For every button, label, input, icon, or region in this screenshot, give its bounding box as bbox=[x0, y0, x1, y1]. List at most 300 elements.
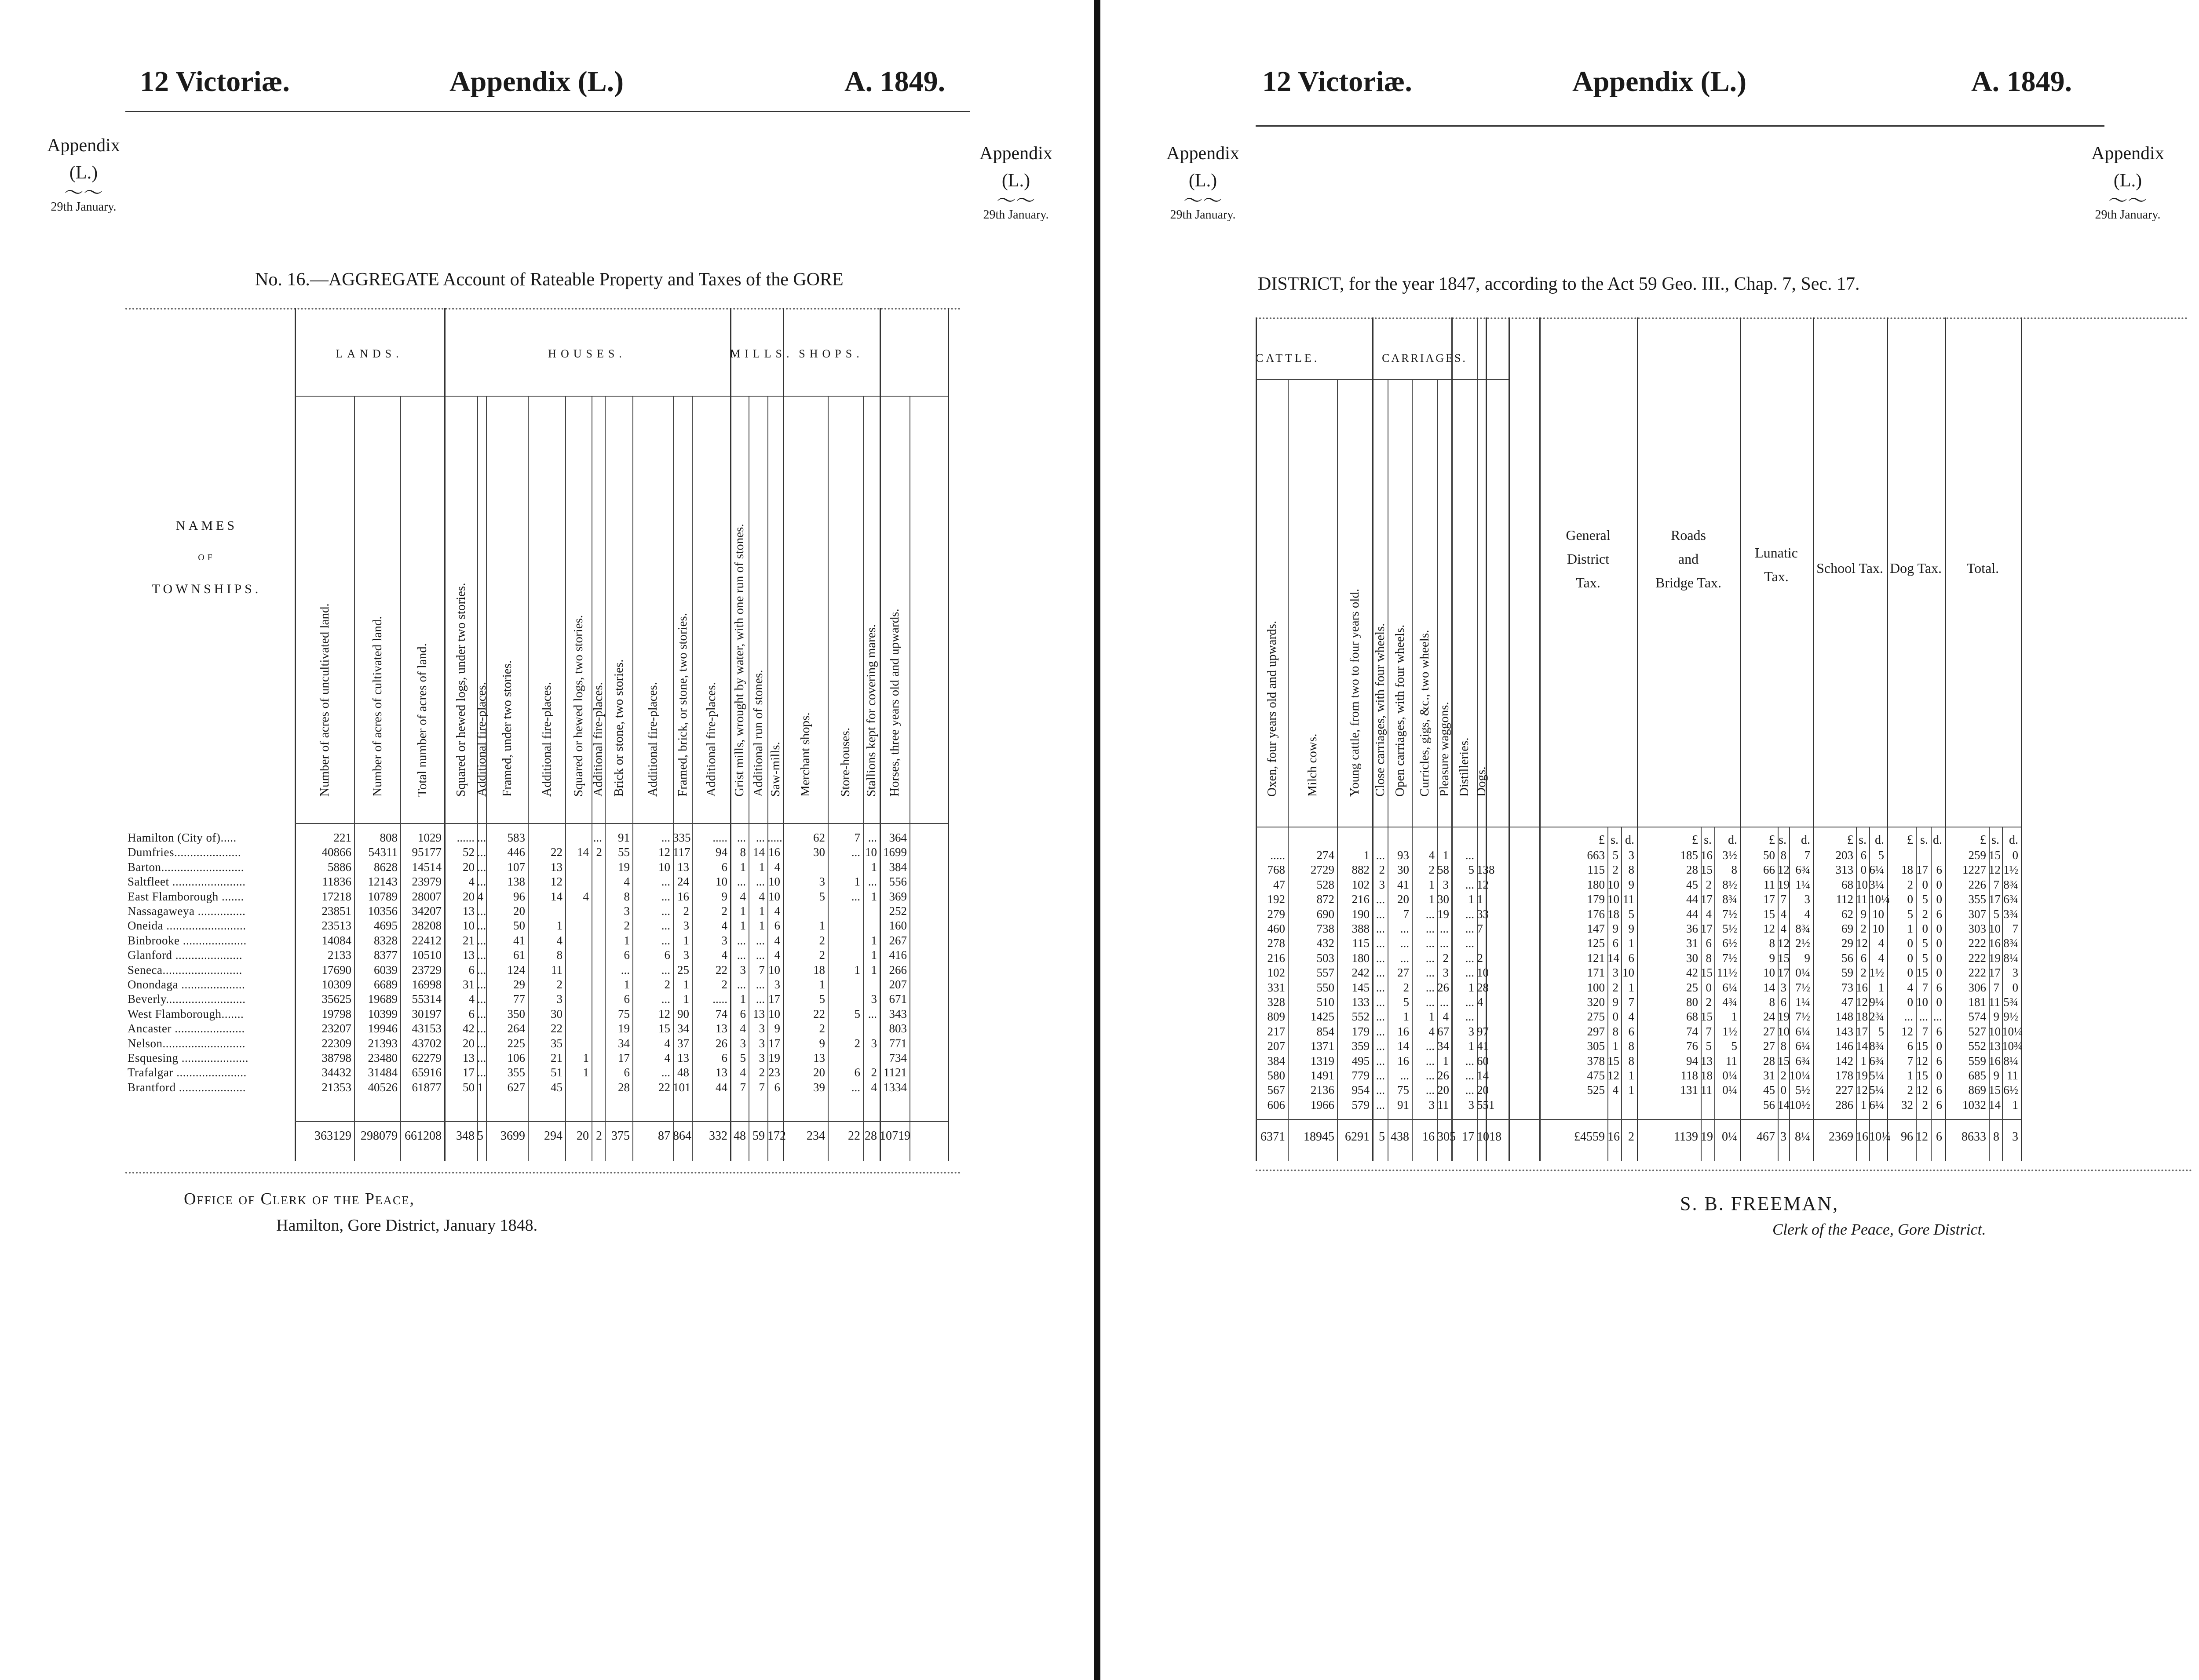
tax-cell: 5 bbox=[1731, 1039, 1737, 1053]
unit-label: d. bbox=[1801, 833, 1810, 847]
table-cell: 803 bbox=[889, 1022, 907, 1035]
table-cell: ... bbox=[1425, 995, 1435, 1009]
tax-cell: 4 bbox=[1907, 980, 1913, 994]
tax-header-line: Bridge Tax. bbox=[1655, 575, 1722, 590]
table-cell: 8628 bbox=[374, 860, 398, 874]
tax-cell: 4 bbox=[1878, 937, 1884, 950]
table-row bbox=[1104, 1069, 2071, 1084]
table-cell: 91 bbox=[618, 831, 630, 844]
table-cell: 26 bbox=[716, 1036, 727, 1050]
column-header: Additional fire-places. bbox=[591, 682, 605, 797]
total-cell: 28 bbox=[865, 1129, 877, 1143]
table-cell: ... bbox=[1439, 995, 1449, 1009]
table-cell: 2 bbox=[819, 948, 825, 962]
table-cell: 416 bbox=[889, 948, 907, 962]
margin-sub: (L.) bbox=[1188, 171, 1217, 191]
table-cell: 355 bbox=[507, 1066, 525, 1079]
tax-cell: 3¾ bbox=[2003, 907, 2018, 921]
column-header: Close carriages, with four wheels. bbox=[1373, 623, 1387, 797]
table-cell: 4 bbox=[468, 875, 475, 889]
table-cell: 216 bbox=[1267, 951, 1285, 965]
table-cell: 8 bbox=[624, 889, 630, 903]
table-cell: 30 bbox=[551, 1007, 563, 1020]
table-cell: 954 bbox=[1352, 1083, 1370, 1097]
column-header: Milch cows. bbox=[1305, 733, 1319, 797]
group-carriages: CARRIAGES. bbox=[1382, 352, 1467, 364]
tax-header-line: Tax. bbox=[1576, 575, 1600, 590]
tax-cell: 6 bbox=[1860, 951, 1867, 965]
total-cell: 172 bbox=[767, 1129, 786, 1143]
table-cell: 2136 bbox=[1311, 1083, 1334, 1097]
tax-cell: 115 bbox=[1587, 863, 1605, 877]
table-cell: 2 bbox=[759, 1066, 765, 1079]
table-cell: ... bbox=[1376, 1098, 1385, 1111]
table-cell: ... bbox=[477, 992, 486, 1006]
table-cell: 343 bbox=[889, 1007, 907, 1020]
tax-cell: 16 bbox=[1701, 849, 1713, 862]
table-cell: 221 bbox=[333, 831, 351, 844]
table-cell: 3 bbox=[871, 1036, 877, 1050]
table-cell: 22 bbox=[716, 963, 727, 977]
tax-cell: 9 bbox=[1804, 951, 1810, 965]
table-cell: 17 bbox=[618, 1051, 630, 1064]
table-cell: 1 bbox=[871, 963, 877, 977]
tax-cell: 17 bbox=[1701, 922, 1713, 935]
table-cell: 1 bbox=[583, 1051, 589, 1064]
total-cell: 6371 bbox=[1260, 1130, 1285, 1144]
unit-label: £ bbox=[1847, 833, 1853, 847]
signature-name: S. B. FREEMAN, bbox=[1680, 1193, 1839, 1214]
township-name: Nelson.......................... bbox=[128, 1036, 245, 1050]
tax-cell: 15 bbox=[1916, 1069, 1928, 1082]
table-cell: 62279 bbox=[412, 1051, 442, 1064]
tax-cell: 6¼ bbox=[1795, 1039, 1810, 1053]
unit-label: £ bbox=[1907, 833, 1913, 847]
table-cell: ... bbox=[1376, 1054, 1385, 1068]
township-name: Trafalgar ...................... bbox=[128, 1066, 247, 1079]
table-cell: 2729 bbox=[1311, 863, 1334, 877]
tax-cell: 5 bbox=[1612, 849, 1618, 862]
table-cell: 5 bbox=[819, 992, 825, 1006]
table-cell: 48 bbox=[677, 1066, 689, 1079]
table-row bbox=[0, 1037, 968, 1052]
tax-cell: 27 bbox=[1763, 1024, 1775, 1038]
table-row bbox=[1104, 951, 2071, 966]
table-cell: 6039 bbox=[374, 963, 398, 977]
tax-cell: 44 bbox=[1686, 893, 1698, 906]
tax-cell: 303 bbox=[1968, 922, 1986, 935]
table-cell: 495 bbox=[1352, 1054, 1370, 1068]
table-cell: 61 bbox=[513, 948, 525, 962]
table-cell: 10 bbox=[463, 919, 475, 933]
table-cell: 23207 bbox=[321, 1022, 351, 1035]
table-cell: 28 bbox=[1477, 980, 1489, 994]
table-cell: 738 bbox=[1316, 922, 1334, 935]
names-of-townships-header bbox=[136, 510, 277, 605]
tax-cell: 306 bbox=[1968, 980, 1986, 994]
table-cell: ... bbox=[1376, 907, 1385, 921]
table-cell: ... bbox=[737, 978, 746, 991]
table-cell: 12143 bbox=[368, 875, 398, 889]
tax-cell: 3¼ bbox=[1869, 878, 1884, 891]
tax-cell: 12 bbox=[1778, 937, 1790, 950]
table-cell: 43153 bbox=[412, 1022, 442, 1035]
tax-cell: 8 bbox=[1628, 1054, 1634, 1068]
tax-cell: 3 bbox=[2012, 966, 2018, 980]
table-cell: 33 bbox=[1477, 907, 1489, 921]
tax-cell: 5 bbox=[1922, 951, 1928, 965]
table-cell: 106 bbox=[507, 1051, 525, 1064]
tax-cell: 6¾ bbox=[1795, 863, 1810, 877]
tax-cell: 313 bbox=[1835, 863, 1853, 877]
tax-cell: 0 bbox=[1706, 980, 1712, 994]
table-cell: 557 bbox=[1316, 966, 1334, 980]
column-header: Framed, brick, or stone, two stories. bbox=[675, 612, 690, 797]
table-cell: ... bbox=[1465, 878, 1474, 891]
table-cell: 60 bbox=[1477, 1054, 1489, 1068]
table-cell: 1371 bbox=[1311, 1039, 1334, 1053]
table-cell: 50 bbox=[513, 919, 525, 933]
column-header: Additional fire-places. bbox=[475, 682, 489, 797]
tax-cell: 5 bbox=[1993, 907, 1999, 921]
tax-cell: 1 bbox=[1628, 937, 1634, 950]
table-cell: ... bbox=[1376, 849, 1385, 862]
table-cell: 1 bbox=[1468, 1039, 1474, 1053]
tax-cell: 3 bbox=[1612, 966, 1618, 980]
table-cell: 1 bbox=[740, 904, 746, 918]
total-cell: 1139 bbox=[1674, 1130, 1698, 1144]
table-cell: 14 bbox=[551, 889, 563, 903]
table-cell: 12 bbox=[1477, 878, 1489, 891]
table-cell: ... bbox=[1376, 966, 1385, 980]
table-cell: 1 bbox=[871, 933, 877, 947]
tax-cell: 2¾ bbox=[1869, 1010, 1884, 1024]
table-cell: 3 bbox=[1379, 878, 1385, 891]
tax-header bbox=[1637, 523, 1740, 594]
table-cell: 17 bbox=[768, 1036, 780, 1050]
table-cell: 160 bbox=[889, 919, 907, 933]
tax-cell: 7 bbox=[1993, 980, 1999, 994]
tax-cell: 7½ bbox=[1722, 907, 1737, 921]
tax-cell: 12 bbox=[1856, 995, 1868, 1009]
unit-label: d. bbox=[1625, 833, 1634, 847]
table-row bbox=[1104, 1083, 2071, 1098]
group-houses: HOUSES. bbox=[548, 347, 626, 360]
tax-cell: 45 bbox=[1763, 1083, 1775, 1097]
table-cell: ... bbox=[756, 992, 765, 1006]
total-cell: 10¼ bbox=[1869, 1130, 1891, 1144]
tax-cell: 0 bbox=[1936, 951, 1942, 965]
column-header: Open carriages, with four wheels. bbox=[1392, 624, 1407, 797]
tax-cell: 142 bbox=[1835, 1054, 1853, 1068]
tax-cell: 2 bbox=[1922, 1098, 1928, 1111]
tax-cell: 0¼ bbox=[1795, 966, 1810, 980]
tax-cell: 12 bbox=[1916, 1054, 1928, 1068]
tax-cell: 6 bbox=[1907, 1039, 1913, 1053]
table-row bbox=[1104, 1098, 2071, 1113]
margin-flourish: 〜〜 bbox=[997, 190, 1035, 211]
total-cell: 8 bbox=[1993, 1130, 1999, 1144]
tax-cell: 18 bbox=[1856, 1010, 1868, 1024]
table-cell: 4 bbox=[583, 889, 589, 903]
table-cell: 690 bbox=[1316, 907, 1334, 921]
tax-cell: 1½ bbox=[1722, 1024, 1737, 1038]
tax-cell: 0 bbox=[1936, 878, 1942, 891]
tax-cell: 5 bbox=[1878, 1024, 1884, 1038]
table-cell: ... bbox=[1425, 980, 1435, 994]
tax-cell: 0 bbox=[1922, 922, 1928, 935]
unit-label: s. bbox=[1779, 833, 1786, 847]
tax-cell: 5 bbox=[1922, 937, 1928, 950]
tax-cell: 320 bbox=[1587, 995, 1605, 1009]
table-cell: 1 bbox=[1403, 1010, 1409, 1024]
tax-cell: 0 bbox=[1936, 893, 1942, 906]
table-cell: 671 bbox=[889, 992, 907, 1006]
table-cell: 1 bbox=[683, 992, 689, 1006]
table-cell: ... bbox=[1376, 980, 1385, 994]
table-cell: 6 bbox=[468, 963, 475, 977]
table-cell: 1 bbox=[1443, 1054, 1449, 1068]
tax-cell: 7 bbox=[1922, 1024, 1928, 1038]
table-cell: 252 bbox=[889, 904, 907, 918]
tax-cell: 1 bbox=[1878, 980, 1884, 994]
tax-cell: 178 bbox=[1835, 1069, 1853, 1082]
tax-cell: 0¼ bbox=[1722, 1083, 1737, 1097]
tax-cell: 18 bbox=[1607, 907, 1619, 921]
tax-cell: 1227 bbox=[1962, 863, 1986, 877]
tax-cell: 0 bbox=[1907, 937, 1913, 950]
tax-cell: 12 bbox=[1607, 1069, 1619, 1082]
tax-cell: 8¾ bbox=[2003, 878, 2018, 891]
tax-cell: 17 bbox=[1763, 893, 1775, 906]
tax-cell: 1 bbox=[1628, 1069, 1634, 1082]
tax-cell: 222 bbox=[1968, 966, 1986, 980]
table-cell: 13 bbox=[463, 904, 475, 918]
tax-cell: 12 bbox=[1916, 1083, 1928, 1097]
column-header: Additional fire-places. bbox=[539, 682, 554, 797]
group-shops: SHOPS. bbox=[799, 347, 864, 360]
table-cell: ... bbox=[661, 963, 670, 977]
table-row bbox=[1104, 1025, 2071, 1040]
total-cell: 332 bbox=[709, 1129, 727, 1143]
table-cell: ... bbox=[737, 933, 746, 947]
table-cell: 14514 bbox=[412, 860, 442, 874]
table-cell: 10 bbox=[768, 963, 780, 977]
column-header: Young cattle, from two to four years old. bbox=[1348, 588, 1362, 797]
table-cell: 1 bbox=[759, 860, 765, 874]
township-name: Glanford ..................... bbox=[128, 948, 242, 962]
table-cell: 279 bbox=[1267, 907, 1285, 921]
table-cell: 779 bbox=[1352, 1069, 1370, 1082]
tax-cell: 5 bbox=[1706, 1039, 1712, 1053]
table-cell: 19798 bbox=[321, 1007, 351, 1020]
tax-cell: 14 bbox=[1856, 1039, 1868, 1053]
table-cell: 2 bbox=[1443, 951, 1449, 965]
table-cell: 1 bbox=[1428, 1010, 1435, 1024]
tax-cell: 475 bbox=[1587, 1069, 1605, 1082]
tax-cell: 4 bbox=[1612, 1083, 1618, 1097]
table-cell: 384 bbox=[889, 860, 907, 874]
margin-flourish: 〜〜 bbox=[64, 182, 103, 204]
tax-header bbox=[1887, 556, 1945, 580]
running-head-left: 12 Victoriæ. bbox=[1262, 66, 1412, 98]
table-cell: 22 bbox=[551, 845, 563, 859]
table-cell: 19 bbox=[618, 1022, 630, 1035]
tax-cell: 8 bbox=[1769, 995, 1775, 1009]
table-cell: 34 bbox=[677, 1022, 689, 1035]
tax-cell: 2 bbox=[1860, 966, 1867, 980]
table-cell: 13 bbox=[551, 860, 563, 874]
tax-cell: 6¼ bbox=[1869, 863, 1884, 877]
tax-cell: 59 bbox=[1841, 966, 1853, 980]
table-row bbox=[0, 845, 968, 860]
running-head-left: 12 Victoriæ. bbox=[140, 66, 290, 98]
table-cell: 6 bbox=[854, 1066, 860, 1079]
table-cell: 266 bbox=[889, 963, 907, 977]
table-cell: 10789 bbox=[368, 889, 398, 903]
tax-cell: 15 bbox=[1916, 966, 1928, 980]
head-rule bbox=[125, 111, 970, 112]
table-cell: 552 bbox=[1352, 1010, 1370, 1024]
column-header: Distilleries. bbox=[1457, 737, 1471, 797]
table-cell: 583 bbox=[507, 831, 525, 844]
table-cell: 75 bbox=[618, 1007, 630, 1020]
table-cell: 17218 bbox=[321, 889, 351, 903]
table-cell: 35625 bbox=[321, 992, 351, 1006]
tax-cell: 1 bbox=[1612, 1039, 1618, 1053]
tax-cell: 15 bbox=[1778, 1054, 1790, 1068]
table-cell: 55 bbox=[618, 845, 630, 859]
table-cell: ... bbox=[661, 933, 670, 947]
table-cell: 52 bbox=[463, 845, 475, 859]
table-cell: 3 bbox=[759, 1036, 765, 1050]
table-row bbox=[0, 978, 968, 993]
tax-cell: 0 bbox=[2012, 980, 2018, 994]
tax-cell: 1 bbox=[1860, 1098, 1867, 1111]
table-cell: 19 bbox=[618, 860, 630, 874]
margin-label: Appendix bbox=[2091, 143, 2164, 164]
tax-cell: 10 bbox=[1856, 878, 1868, 891]
table-cell: ..... bbox=[712, 992, 727, 1006]
table-cell: ... bbox=[1465, 937, 1474, 950]
tax-header-line: Dog Tax. bbox=[1889, 560, 1942, 576]
tax-cell: 6 bbox=[1860, 849, 1867, 862]
township-name: West Flamborough....... bbox=[128, 1007, 244, 1020]
margin-note-right bbox=[2079, 140, 2176, 222]
table-cell: 117 bbox=[673, 845, 690, 859]
tax-cell: 8½ bbox=[1722, 878, 1737, 891]
table-cell: 1 bbox=[1468, 980, 1474, 994]
table-cell: ... bbox=[477, 1051, 486, 1064]
table-cell: 19689 bbox=[368, 992, 398, 1006]
tax-cell: 6 bbox=[1936, 907, 1942, 921]
table-cell: 58 bbox=[1437, 863, 1449, 877]
tax-cell: 6 bbox=[1936, 1054, 1942, 1068]
table-cell: 41 bbox=[1477, 1039, 1489, 1053]
tax-cell: 47 bbox=[1841, 995, 1853, 1009]
table-cell: 1 bbox=[759, 904, 765, 918]
table-cell: 3 bbox=[1428, 1098, 1435, 1111]
tax-cell: 3 bbox=[1628, 849, 1634, 862]
table-cell: 190 bbox=[1352, 907, 1370, 921]
tax-cell: 27 bbox=[1763, 1039, 1775, 1053]
table-cell: ... bbox=[661, 831, 670, 844]
tax-cell: 0 bbox=[1922, 878, 1928, 891]
table-cell: 10399 bbox=[368, 1007, 398, 1020]
table-cell: 3 bbox=[740, 963, 746, 977]
table-cell: 22 bbox=[813, 1007, 825, 1020]
table-top-rule bbox=[1256, 317, 2188, 319]
table-cell: 55314 bbox=[412, 992, 442, 1006]
table-cell: ... bbox=[1465, 849, 1474, 862]
column-header: Additional fire-places. bbox=[646, 682, 660, 797]
table-cell: 115 bbox=[1352, 937, 1370, 950]
table-row bbox=[0, 860, 968, 875]
tax-cell: 6 bbox=[1936, 1024, 1942, 1038]
total-cell: 16 bbox=[1422, 1130, 1435, 1144]
tax-cell: 13 bbox=[1701, 1054, 1713, 1068]
tax-header-line: School Tax. bbox=[1816, 560, 1883, 576]
table-cell: 503 bbox=[1316, 951, 1334, 965]
column-header: Framed, under two stories. bbox=[500, 660, 514, 797]
table-cell: ... bbox=[1465, 907, 1474, 921]
table-row bbox=[0, 1022, 968, 1037]
table-cell: 7 bbox=[854, 831, 860, 844]
table-cell: 1 bbox=[871, 860, 877, 874]
table-cell: 22 bbox=[658, 1080, 670, 1094]
table-cell: 38798 bbox=[321, 1051, 351, 1064]
table-cell: 93 bbox=[1397, 849, 1409, 862]
table-cell: 1 bbox=[1443, 849, 1449, 862]
table-cell: 3 bbox=[624, 904, 630, 918]
table-cell: 3 bbox=[683, 919, 689, 933]
tax-cell: 222 bbox=[1968, 937, 1986, 950]
tax-cell: 15 bbox=[1701, 863, 1713, 877]
tax-cell: 7½ bbox=[1795, 980, 1810, 994]
tax-cell: 3½ bbox=[1722, 849, 1737, 862]
table-cell: 74 bbox=[716, 1007, 727, 1020]
table-cell: 1319 bbox=[1311, 1054, 1334, 1068]
table-cell: 94 bbox=[716, 845, 727, 859]
tax-cell: 11 bbox=[2007, 1069, 2018, 1082]
tax-cell: 1½ bbox=[1869, 966, 1884, 980]
table-cell: 10 bbox=[1477, 966, 1489, 980]
table-cell: ... bbox=[868, 1007, 877, 1020]
township-name: East Flamborough ....... bbox=[128, 889, 244, 903]
table-cell: 3 bbox=[774, 978, 780, 991]
table-cell: 2 bbox=[1403, 980, 1409, 994]
names-header-line: TOWNSHIPS. bbox=[152, 582, 262, 596]
tax-cell: 1 bbox=[2012, 1098, 2018, 1111]
table-cell: 20 bbox=[1397, 893, 1409, 906]
tax-cell: 305 bbox=[1587, 1039, 1605, 1053]
tax-header bbox=[1813, 556, 1887, 580]
tax-cell: 8 bbox=[1780, 1039, 1786, 1053]
total-cell: 16 bbox=[1607, 1130, 1620, 1144]
tax-cell: 0 bbox=[1936, 1069, 1942, 1082]
table-cell: 28208 bbox=[412, 919, 442, 933]
table-cell: 7 bbox=[759, 1080, 765, 1094]
table-cell: ... bbox=[1376, 922, 1385, 935]
table-cell: ... bbox=[1376, 1010, 1385, 1024]
table-cell: 28007 bbox=[412, 889, 442, 903]
table-cell: 27 bbox=[1397, 966, 1409, 980]
table-cell: 35 bbox=[551, 1036, 563, 1050]
table-row bbox=[0, 919, 968, 934]
tax-cell: 9 bbox=[1860, 907, 1867, 921]
table-cell: 460 bbox=[1267, 922, 1285, 935]
table-cell: 107 bbox=[507, 860, 525, 874]
